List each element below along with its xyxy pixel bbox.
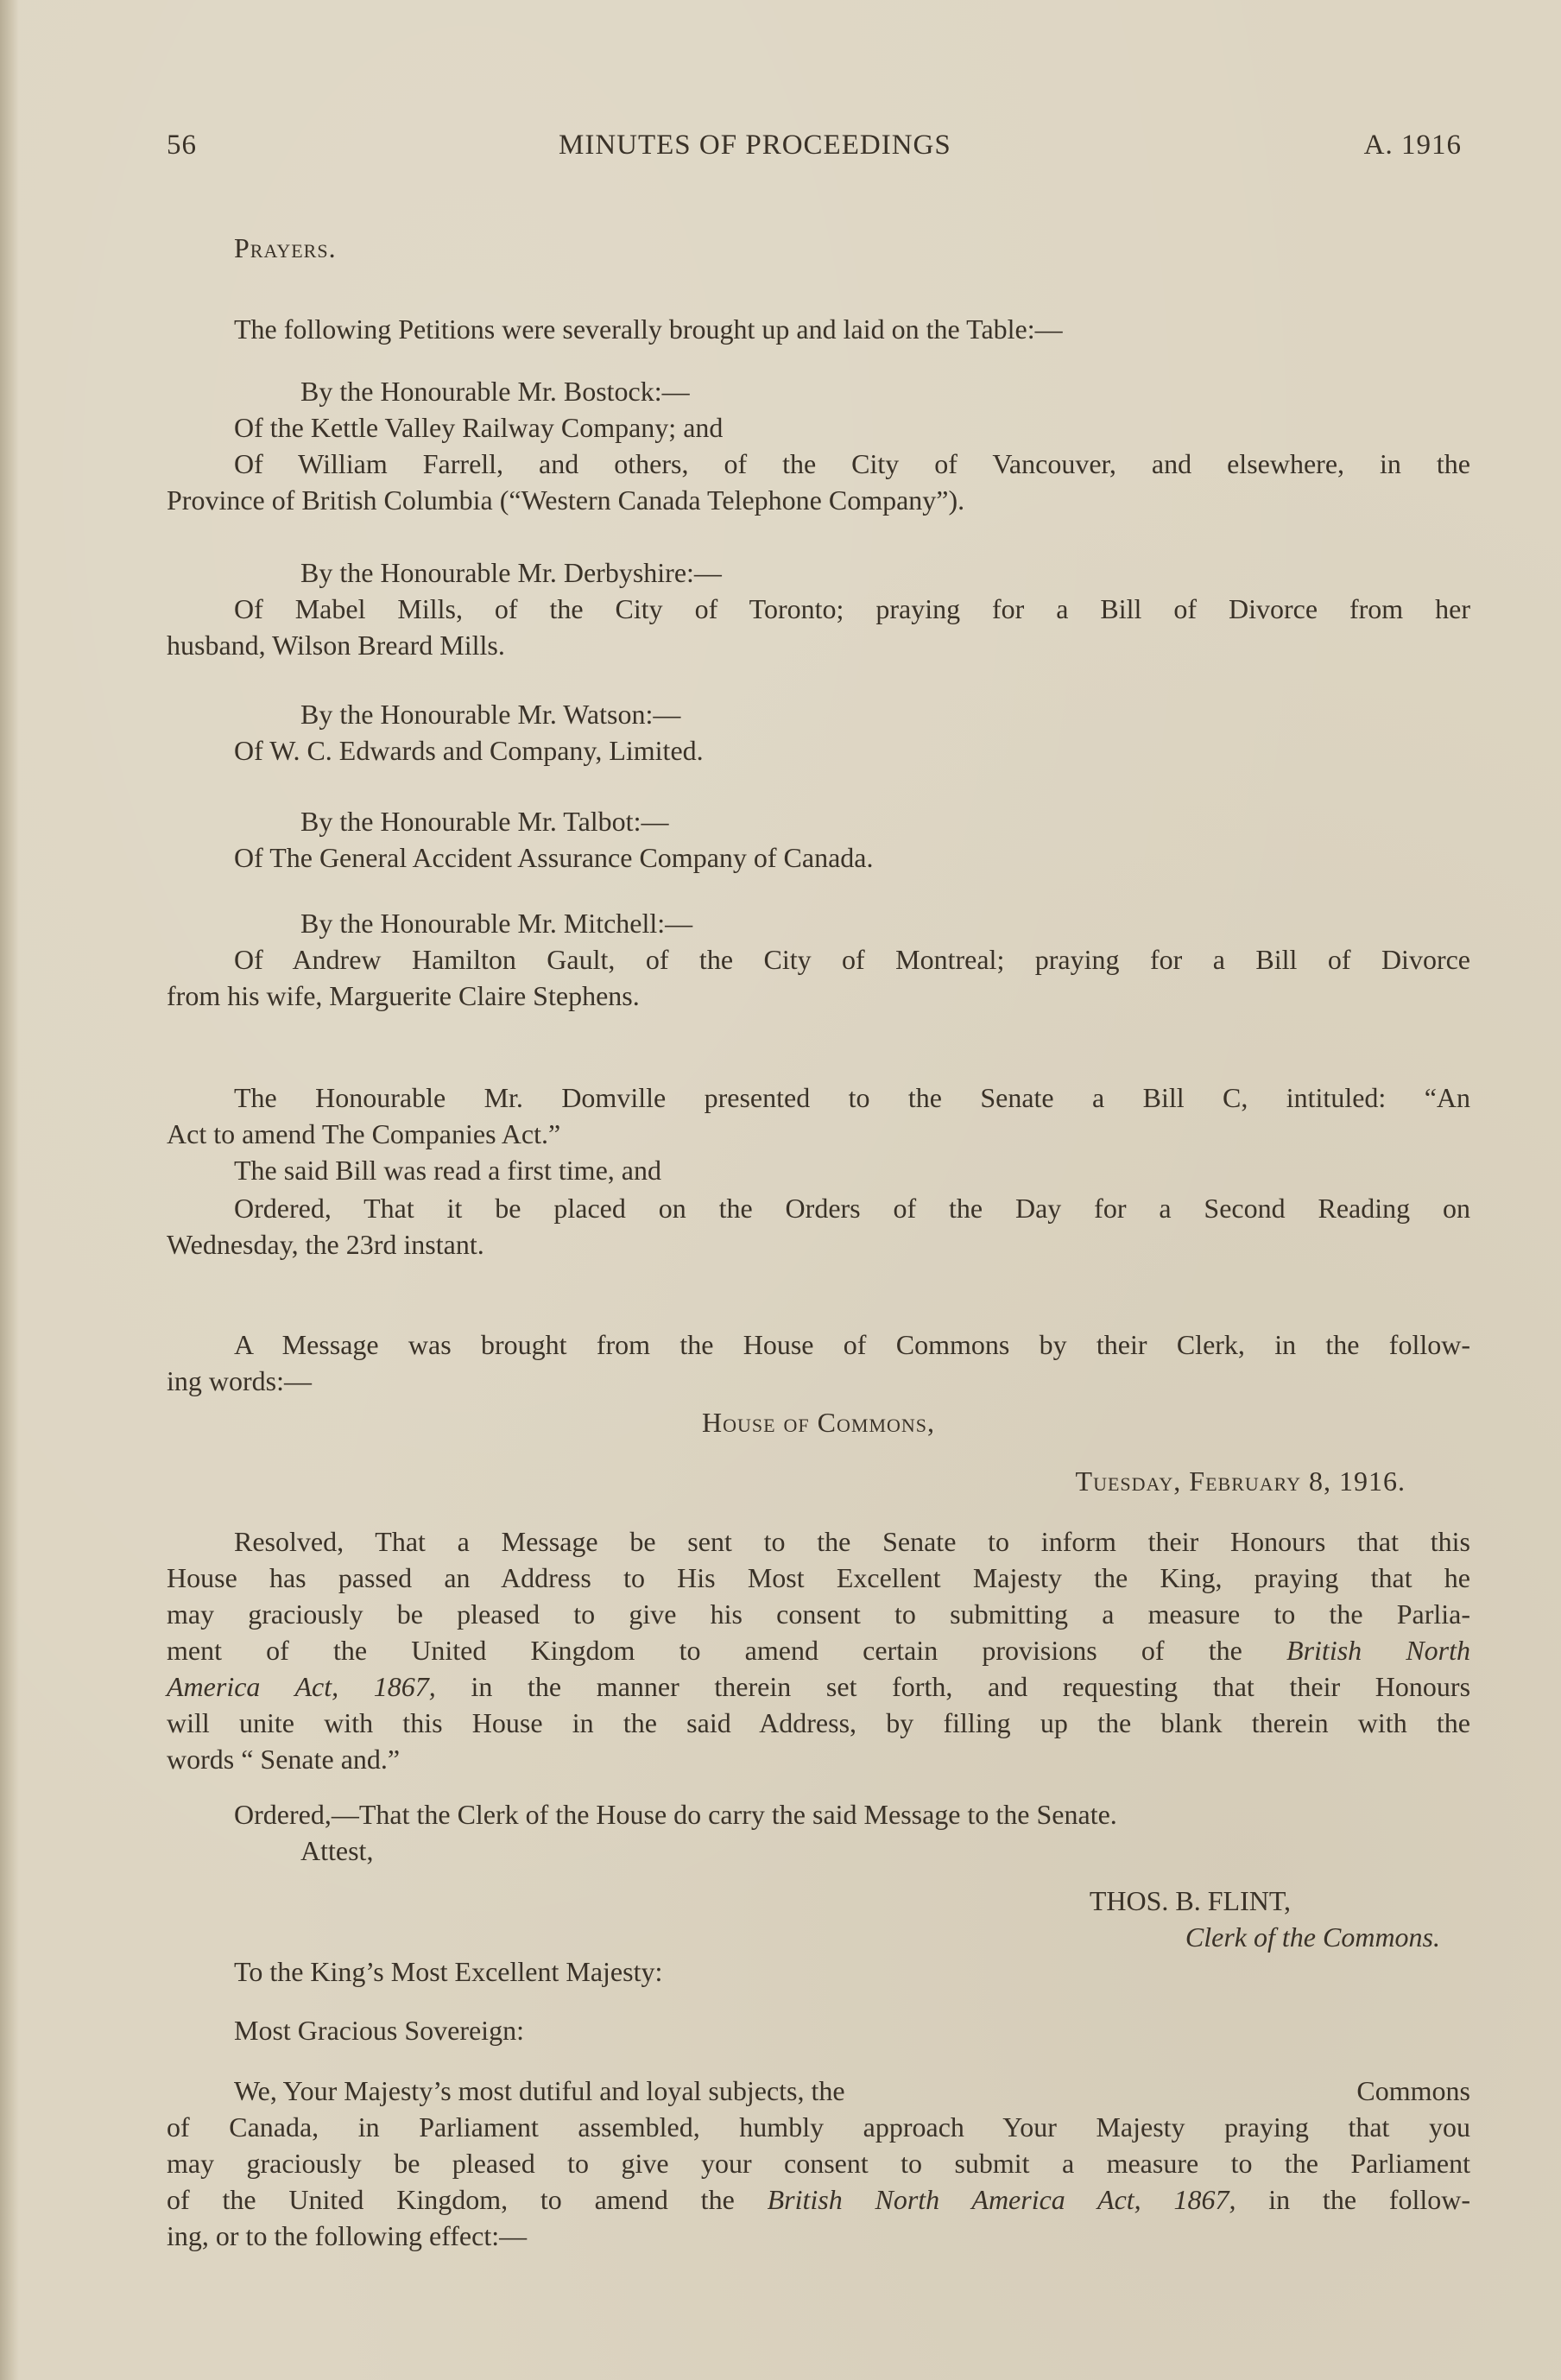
address-line-4-text: of the United Kingdom, to amend the: [167, 2184, 735, 2215]
resolved-line-4-act-name: British North: [1286, 1635, 1471, 1666]
petition-watson-item-1: Of W. C. Edwards and Company, Limited.: [234, 735, 704, 766]
bill-first-reading: The said Bill was read a first time, and: [234, 1155, 661, 1186]
petition-bostock-item-2-line-1: Of William Farrell, and others, of the City of Vancouver, and elsewhere, in the: [234, 448, 1470, 479]
bill-ordered-line-1: Ordered, That it be placed on the Orders of the Day for a Second Reading on: [234, 1193, 1470, 1224]
petition-group-talbot-heading: By the Honourable Mr. Talbot:—: [300, 806, 669, 837]
header-title: MINUTES OF PROCEEDINGS: [559, 130, 951, 161]
house-of-commons-heading: House of Commons,: [701, 1407, 936, 1438]
message-date: [167, 1463, 1406, 1499]
resolved-line-1: Resolved, That a Message be sent to the Senate to inform their Honours that this: [234, 1526, 1470, 1557]
petition-bostock-item-1: Of the Kettle Valley Railway Company; and: [234, 412, 724, 443]
bill-ordered-line-2: Wednesday, the 23rd instant.: [167, 1229, 484, 1260]
resolved-line-5: [167, 1668, 1470, 1705]
page-number: 56: [167, 130, 197, 161]
petition-bostock-item-2-line-2: Province of British Columbia (“Western Canada Telephone Company”).: [167, 484, 965, 516]
running-header: [167, 130, 1462, 173]
petition-group-mitchell-heading: By the Honourable Mr. Mitchell:—: [300, 908, 693, 939]
address-line-1: [234, 2073, 1470, 2109]
address-line-1-text: We, Your Majesty’s most dutiful and loyal subjects, the: [234, 2075, 845, 2106]
petition-talbot-item-1: Of The General Accident Assurance Company of Canada.: [234, 842, 874, 873]
address-line-4: [167, 2181, 1470, 2218]
address-to-king: To the King’s Most Excellent Majesty:: [234, 1956, 663, 1987]
petition-group-watson-heading: By the Honourable Mr. Watson:—: [300, 699, 681, 730]
address-line-3: may graciously be pleased to give your consent to submit a measure to the Parliament: [167, 2148, 1470, 2179]
header-year: A. 1916: [1363, 130, 1462, 161]
signatory-name: THOS. B. FLINT,: [1089, 1885, 1291, 1916]
petition-group-derbyshire-heading: By the Honourable Mr. Derbyshire:—: [300, 557, 722, 588]
petition-derbyshire-line-1: Of Mabel Mills, of the City of Toronto; praying for a Bill of Divorce from her: [234, 593, 1470, 624]
address-line-1-commons: Commons: [1356, 2075, 1470, 2106]
resolved-line-6: will unite with this House in the said Address, by filling up the blank therein with the: [167, 1707, 1470, 1738]
message-date-text: Tuesday, February 8, 1916.: [1075, 1465, 1406, 1497]
resolved-line-5-text: in the manner therein set forth, and requesting that their Honours: [471, 1671, 1471, 1702]
resolved-line-5-act-name: America Act, 1867,: [167, 1671, 436, 1702]
ordered-clerk-carry-message: Ordered,—That the Clerk of the House do carry the said Message to the Senate.: [234, 1799, 1117, 1830]
petition-group-bostock-heading: By the Honourable Mr. Bostock:—: [300, 376, 690, 407]
resolved-line-2: House has passed an Address to His Most Excellent Majesty the King, praying that he: [167, 1562, 1470, 1593]
signatory-title: Clerk of the Commons.: [1185, 1921, 1440, 1953]
petition-derbyshire-line-2: husband, Wilson Breard Mills.: [167, 630, 505, 661]
domville-bill-line-2: Act to amend The Companies Act.”: [167, 1118, 561, 1149]
resolved-line-7: words “ Senate and.”: [167, 1744, 401, 1775]
petition-mitchell-line-2: from his wife, Marguerite Claire Stephens.: [167, 980, 640, 1011]
message-intro-line-2: ing words:—: [167, 1365, 312, 1396]
address-line-2: of Canada, in Parliament assembled, humbly approach Your Majesty praying that you: [167, 2111, 1470, 2143]
prayers-heading: Prayers.: [234, 232, 337, 263]
address-salutation: Most Gracious Sovereign:: [234, 2015, 524, 2046]
petition-mitchell-line-1: Of Andrew Hamilton Gault, of the City of Montreal; praying for a Bill of Divorce: [234, 944, 1470, 975]
domville-bill-line-1: The Honourable Mr. Domville presented to the Senate a Bill C, intituled: “An: [234, 1082, 1470, 1113]
petitions-intro: The following Petitions were severally brought up and laid on the Table:—: [234, 313, 1063, 345]
attest-label: Attest,: [300, 1835, 374, 1866]
resolved-line-4: [167, 1632, 1470, 1668]
message-intro-line-1: A Message was brought from the House of Commons by their Clerk, in the follow-: [234, 1329, 1470, 1360]
resolved-line-4-text: ment of the United Kingdom to amend certain provisions of the: [167, 1635, 1242, 1666]
page-spine-shadow: [0, 0, 19, 2380]
resolved-line-3: may graciously be pleased to give his consent to submitting a measure to the Parlia-: [167, 1598, 1470, 1630]
address-line-4-tail: in the follow-: [1268, 2184, 1471, 2215]
address-line-4-act-name: British North America Act, 1867,: [767, 2184, 1236, 2215]
address-line-5: ing, or to the following effect:—: [167, 2220, 528, 2251]
